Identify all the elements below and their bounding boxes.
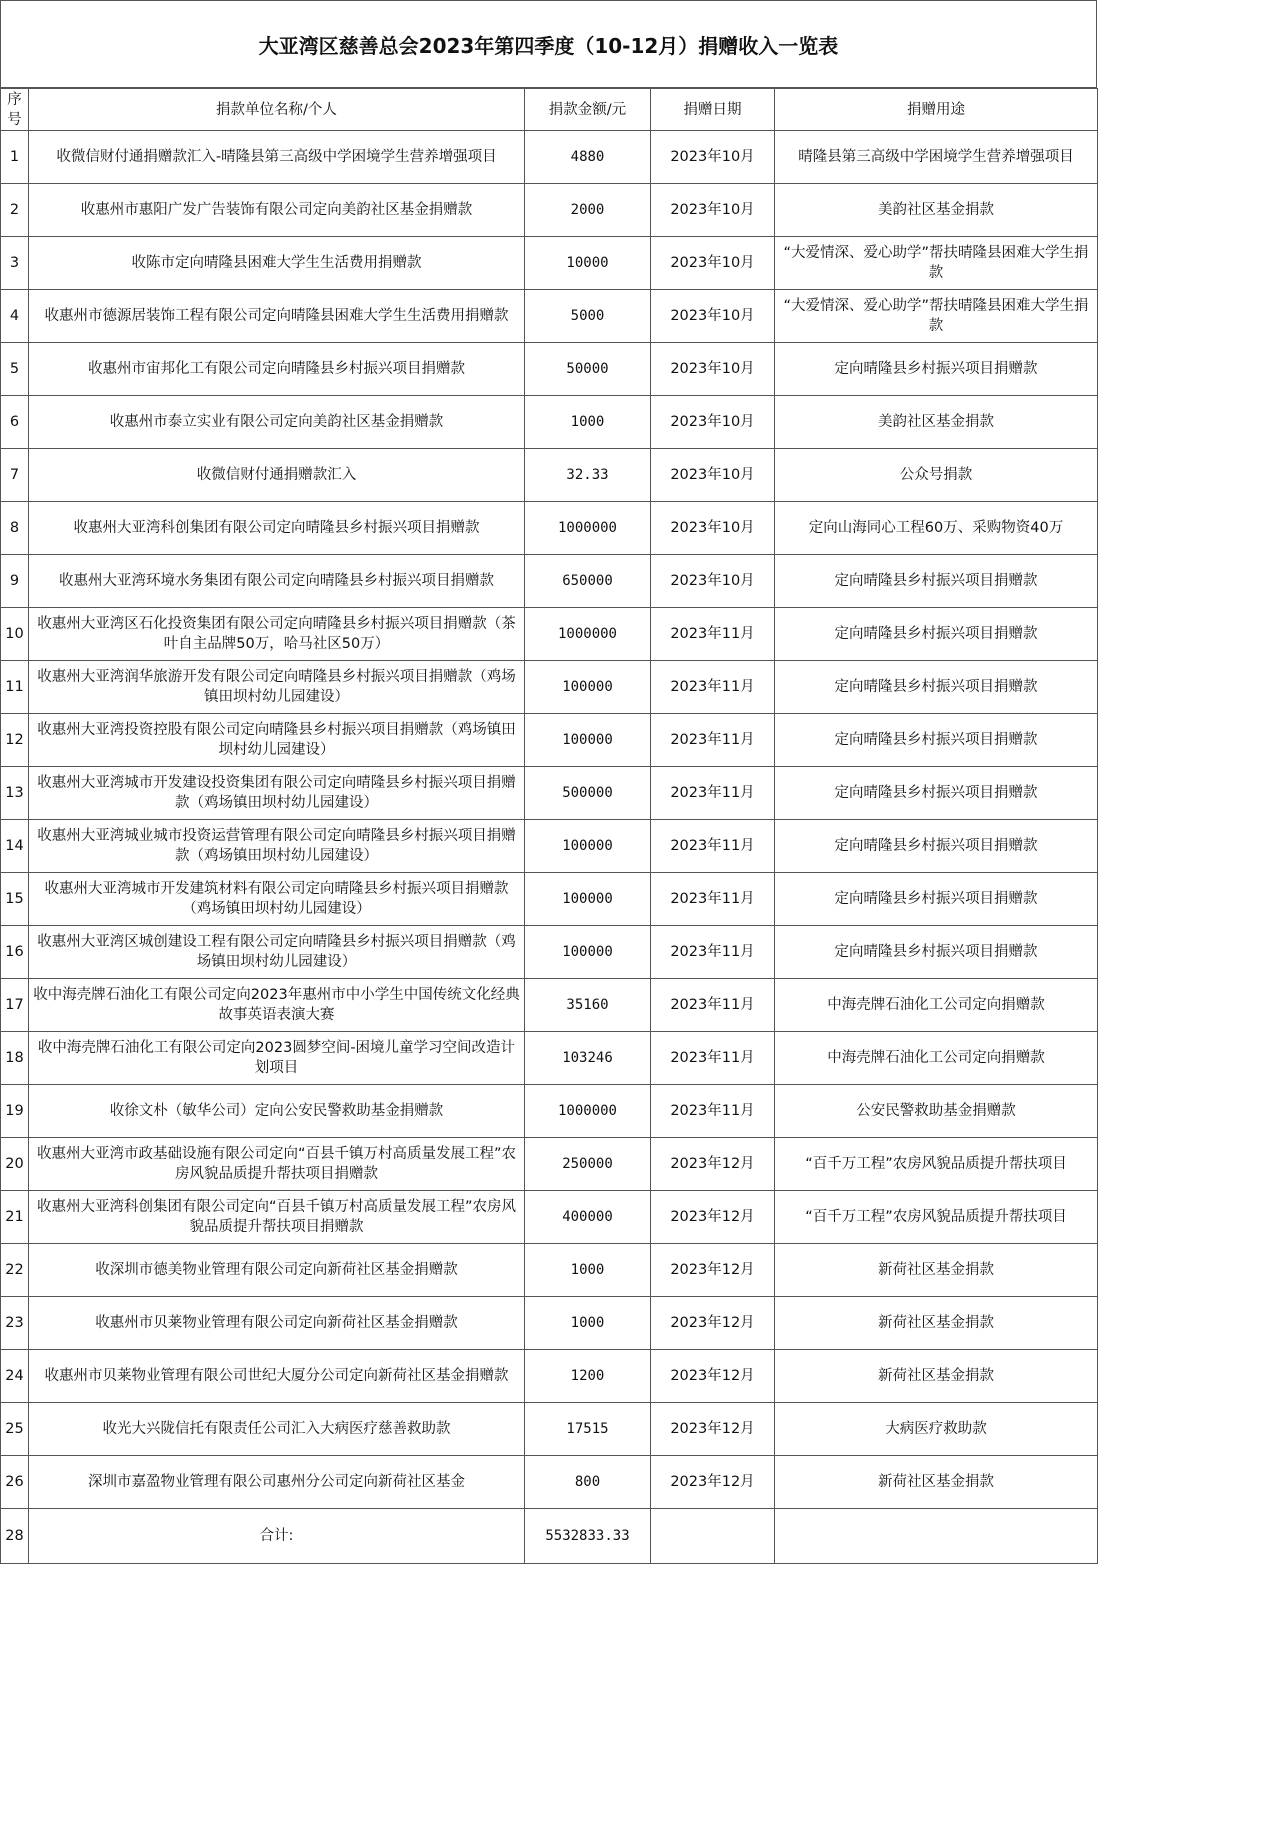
cell-seq: 5 bbox=[1, 343, 29, 396]
table-row bbox=[1, 873, 1098, 926]
cell-donor: 收惠州大亚湾城市开发建筑材料有限公司定向晴隆县乡村振兴项目捐赠款（鸡场镇田坝村幼儿园建设） bbox=[29, 873, 525, 926]
cell-purpose: 定向晴隆县乡村振兴项目捐赠款 bbox=[775, 767, 1098, 820]
cell-date: 2023年11月 bbox=[651, 661, 775, 714]
cell-purpose: 公众号捐款 bbox=[775, 449, 1098, 502]
cell-donor: 收惠州市德源居装饰工程有限公司定向晴隆县困难大学生生活费用捐赠款 bbox=[29, 290, 525, 343]
cell-amount: 1000 bbox=[525, 1297, 651, 1350]
cell-amount: 650000 bbox=[525, 555, 651, 608]
cell-seq: 3 bbox=[1, 237, 29, 290]
cell-donor: 收中海壳牌石油化工有限公司定向2023圆梦空间-困境儿童学习空间改造计划项目 bbox=[29, 1032, 525, 1085]
cell-donor: 收徐文朴（敏华公司）定向公安民警救助基金捐赠款 bbox=[29, 1085, 525, 1138]
cell-seq: 11 bbox=[1, 661, 29, 714]
table-row bbox=[1, 396, 1098, 449]
cell-donor: 收惠州大亚湾城业城市投资运营管理有限公司定向晴隆县乡村振兴项目捐赠款（鸡场镇田坝村幼儿园建设） bbox=[29, 820, 525, 873]
table-row bbox=[1, 661, 1098, 714]
cell-amount: 1000 bbox=[525, 396, 651, 449]
cell-donor: 收惠州大亚湾市政基础设施有限公司定向“百县千镇万村高质量发展工程”农房风貌品质提升帮扶项目捐赠款 bbox=[29, 1138, 525, 1191]
table-row bbox=[1, 502, 1098, 555]
cell-amount: 1000000 bbox=[525, 608, 651, 661]
cell-purpose: 定向晴隆县乡村振兴项目捐赠款 bbox=[775, 820, 1098, 873]
cell-donor: 收微信财付通捐赠款汇入 bbox=[29, 449, 525, 502]
cell-amount: 1200 bbox=[525, 1350, 651, 1403]
cell-date: 2023年10月 bbox=[651, 502, 775, 555]
cell-amount: 17515 bbox=[525, 1403, 651, 1456]
cell-date: 2023年10月 bbox=[651, 290, 775, 343]
cell-donor: 收微信财付通捐赠款汇入-晴隆县第三高级中学困境学生营养增强项目 bbox=[29, 131, 525, 184]
cell-donor: 收光大兴陇信托有限责任公司汇入大病医疗慈善救助款 bbox=[29, 1403, 525, 1456]
table-row bbox=[1, 131, 1098, 184]
table-row bbox=[1, 714, 1098, 767]
cell-purpose: 定向晴隆县乡村振兴项目捐赠款 bbox=[775, 926, 1098, 979]
cell-purpose: 美韵社区基金捐款 bbox=[775, 396, 1098, 449]
table-row bbox=[1, 1297, 1098, 1350]
cell-amount: 10000 bbox=[525, 237, 651, 290]
table-row bbox=[1, 1138, 1098, 1191]
cell-purpose: 新荷社区基金捐款 bbox=[775, 1297, 1098, 1350]
cell-date: 2023年12月 bbox=[651, 1350, 775, 1403]
cell-amount: 100000 bbox=[525, 714, 651, 767]
total-label: 合计: bbox=[29, 1509, 525, 1564]
cell-donor: 收惠州大亚湾润华旅游开发有限公司定向晴隆县乡村振兴项目捐赠款（鸡场镇田坝村幼儿园建设） bbox=[29, 661, 525, 714]
total-purpose bbox=[775, 1509, 1098, 1564]
cell-purpose: 中海壳牌石油化工公司定向捐赠款 bbox=[775, 979, 1098, 1032]
cell-amount: 800 bbox=[525, 1456, 651, 1509]
cell-amount: 4880 bbox=[525, 131, 651, 184]
header-amount: 捐款金额/元 bbox=[525, 89, 651, 131]
cell-seq: 12 bbox=[1, 714, 29, 767]
cell-purpose: 定向晴隆县乡村振兴项目捐赠款 bbox=[775, 873, 1098, 926]
cell-purpose: 定向晴隆县乡村振兴项目捐赠款 bbox=[775, 608, 1098, 661]
cell-purpose: “大爱情深、爱心助学”帮扶晴隆县困难大学生捐款 bbox=[775, 290, 1098, 343]
cell-purpose: 新荷社区基金捐款 bbox=[775, 1456, 1098, 1509]
cell-amount: 5000 bbox=[525, 290, 651, 343]
cell-seq: 1 bbox=[1, 131, 29, 184]
cell-amount: 100000 bbox=[525, 926, 651, 979]
cell-amount: 500000 bbox=[525, 767, 651, 820]
donation-table bbox=[0, 88, 1098, 1564]
cell-purpose: “百千万工程”农房风貌品质提升帮扶项目 bbox=[775, 1191, 1098, 1244]
cell-seq: 2 bbox=[1, 184, 29, 237]
cell-seq: 15 bbox=[1, 873, 29, 926]
table-row bbox=[1, 1085, 1098, 1138]
cell-date: 2023年10月 bbox=[651, 449, 775, 502]
total-amount: 5532833.33 bbox=[525, 1509, 651, 1564]
header-seq: 序号 bbox=[1, 89, 29, 131]
cell-date: 2023年11月 bbox=[651, 926, 775, 979]
cell-date: 2023年11月 bbox=[651, 820, 775, 873]
cell-donor: 收惠州市惠阳广发广告装饰有限公司定向美韵社区基金捐赠款 bbox=[29, 184, 525, 237]
table-row bbox=[1, 237, 1098, 290]
cell-date: 2023年12月 bbox=[651, 1191, 775, 1244]
table-row bbox=[1, 926, 1098, 979]
cell-date: 2023年11月 bbox=[651, 1032, 775, 1085]
header-purpose: 捐赠用途 bbox=[775, 89, 1098, 131]
table-row bbox=[1, 1456, 1098, 1509]
cell-amount: 250000 bbox=[525, 1138, 651, 1191]
cell-date: 2023年11月 bbox=[651, 714, 775, 767]
cell-amount: 50000 bbox=[525, 343, 651, 396]
total-seq: 28 bbox=[1, 1509, 29, 1564]
cell-amount: 1000000 bbox=[525, 1085, 651, 1138]
table-row bbox=[1, 343, 1098, 396]
cell-seq: 17 bbox=[1, 979, 29, 1032]
cell-amount: 100000 bbox=[525, 820, 651, 873]
cell-seq: 10 bbox=[1, 608, 29, 661]
cell-purpose: 定向晴隆县乡村振兴项目捐赠款 bbox=[775, 343, 1098, 396]
cell-date: 2023年12月 bbox=[651, 1244, 775, 1297]
cell-purpose: 公安民警救助基金捐赠款 bbox=[775, 1085, 1098, 1138]
cell-donor: 收惠州市贝莱物业管理有限公司定向新荷社区基金捐赠款 bbox=[29, 1297, 525, 1350]
cell-purpose: 美韵社区基金捐款 bbox=[775, 184, 1098, 237]
cell-date: 2023年10月 bbox=[651, 343, 775, 396]
cell-seq: 19 bbox=[1, 1085, 29, 1138]
cell-donor: 收惠州大亚湾科创集团有限公司定向晴隆县乡村振兴项目捐赠款 bbox=[29, 502, 525, 555]
cell-date: 2023年10月 bbox=[651, 555, 775, 608]
table-row bbox=[1, 555, 1098, 608]
cell-amount: 100000 bbox=[525, 661, 651, 714]
cell-donor: 深圳市嘉盈物业管理有限公司惠州分公司定向新荷社区基金 bbox=[29, 1456, 525, 1509]
cell-amount: 100000 bbox=[525, 873, 651, 926]
cell-purpose: 晴隆县第三高级中学困境学生营养增强项目 bbox=[775, 131, 1098, 184]
cell-donor: 收中海壳牌石油化工有限公司定向2023年惠州市中小学生中国传统文化经典故事英语表演大赛 bbox=[29, 979, 525, 1032]
cell-seq: 7 bbox=[1, 449, 29, 502]
cell-purpose: 新荷社区基金捐款 bbox=[775, 1244, 1098, 1297]
cell-amount: 103246 bbox=[525, 1032, 651, 1085]
header-date: 捐赠日期 bbox=[651, 89, 775, 131]
cell-donor: 收惠州大亚湾投资控股有限公司定向晴隆县乡村振兴项目捐赠款（鸡场镇田坝村幼儿园建设） bbox=[29, 714, 525, 767]
cell-date: 2023年10月 bbox=[651, 237, 775, 290]
cell-donor: 收惠州大亚湾科创集团有限公司定向“百县千镇万村高质量发展工程”农房风貌品质提升帮扶项目捐赠款 bbox=[29, 1191, 525, 1244]
header-row bbox=[1, 89, 1098, 131]
cell-date: 2023年11月 bbox=[651, 1085, 775, 1138]
cell-date: 2023年12月 bbox=[651, 1138, 775, 1191]
cell-date: 2023年11月 bbox=[651, 873, 775, 926]
cell-donor: 收陈市定向晴隆县困难大学生生活费用捐赠款 bbox=[29, 237, 525, 290]
cell-seq: 13 bbox=[1, 767, 29, 820]
table-row bbox=[1, 1403, 1098, 1456]
table-title: 大亚湾区慈善总会2023年第四季度（10-12月）捐赠收入一览表 bbox=[0, 0, 1097, 88]
cell-seq: 4 bbox=[1, 290, 29, 343]
table-row bbox=[1, 1191, 1098, 1244]
cell-donor: 收惠州大亚湾环境水务集团有限公司定向晴隆县乡村振兴项目捐赠款 bbox=[29, 555, 525, 608]
cell-seq: 23 bbox=[1, 1297, 29, 1350]
cell-seq: 18 bbox=[1, 1032, 29, 1085]
cell-date: 2023年10月 bbox=[651, 131, 775, 184]
cell-seq: 20 bbox=[1, 1138, 29, 1191]
cell-purpose: 定向晴隆县乡村振兴项目捐赠款 bbox=[775, 661, 1098, 714]
table-row bbox=[1, 290, 1098, 343]
table-row bbox=[1, 979, 1098, 1032]
table-row bbox=[1, 1350, 1098, 1403]
cell-purpose: 定向晴隆县乡村振兴项目捐赠款 bbox=[775, 555, 1098, 608]
table-row bbox=[1, 1032, 1098, 1085]
cell-date: 2023年10月 bbox=[651, 396, 775, 449]
cell-seq: 8 bbox=[1, 502, 29, 555]
cell-seq: 6 bbox=[1, 396, 29, 449]
cell-amount: 1000000 bbox=[525, 502, 651, 555]
cell-date: 2023年12月 bbox=[651, 1403, 775, 1456]
cell-seq: 14 bbox=[1, 820, 29, 873]
cell-date: 2023年12月 bbox=[651, 1456, 775, 1509]
cell-seq: 25 bbox=[1, 1403, 29, 1456]
table-body bbox=[1, 131, 1098, 1564]
cell-date: 2023年11月 bbox=[651, 767, 775, 820]
cell-donor: 收惠州市宙邦化工有限公司定向晴隆县乡村振兴项目捐赠款 bbox=[29, 343, 525, 396]
cell-amount: 400000 bbox=[525, 1191, 651, 1244]
cell-purpose: 中海壳牌石油化工公司定向捐赠款 bbox=[775, 1032, 1098, 1085]
cell-seq: 26 bbox=[1, 1456, 29, 1509]
total-date bbox=[651, 1509, 775, 1564]
cell-amount: 35160 bbox=[525, 979, 651, 1032]
cell-amount: 32.33 bbox=[525, 449, 651, 502]
table-row bbox=[1, 184, 1098, 237]
cell-purpose: 新荷社区基金捐款 bbox=[775, 1350, 1098, 1403]
cell-seq: 16 bbox=[1, 926, 29, 979]
cell-date: 2023年12月 bbox=[651, 1297, 775, 1350]
cell-donor: 收惠州大亚湾城市开发建设投资集团有限公司定向晴隆县乡村振兴项目捐赠款（鸡场镇田坝村幼儿园建设） bbox=[29, 767, 525, 820]
cell-donor: 收惠州市贝莱物业管理有限公司世纪大厦分公司定向新荷社区基金捐赠款 bbox=[29, 1350, 525, 1403]
cell-donor: 收惠州大亚湾区城创建设工程有限公司定向晴隆县乡村振兴项目捐赠款（鸡场镇田坝村幼儿园建设） bbox=[29, 926, 525, 979]
cell-purpose: “大爱情深、爱心助学”帮扶晴隆县困难大学生捐款 bbox=[775, 237, 1098, 290]
header-donor: 捐款单位名称/个人 bbox=[29, 89, 525, 131]
cell-seq: 21 bbox=[1, 1191, 29, 1244]
cell-purpose: 大病医疗救助款 bbox=[775, 1403, 1098, 1456]
cell-purpose: 定向晴隆县乡村振兴项目捐赠款 bbox=[775, 714, 1098, 767]
cell-date: 2023年11月 bbox=[651, 979, 775, 1032]
cell-amount: 2000 bbox=[525, 184, 651, 237]
cell-date: 2023年10月 bbox=[651, 184, 775, 237]
cell-purpose: “百千万工程”农房风貌品质提升帮扶项目 bbox=[775, 1138, 1098, 1191]
cell-donor: 收深圳市德美物业管理有限公司定向新荷社区基金捐赠款 bbox=[29, 1244, 525, 1297]
cell-donor: 收惠州市泰立实业有限公司定向美韵社区基金捐赠款 bbox=[29, 396, 525, 449]
cell-date: 2023年11月 bbox=[651, 608, 775, 661]
table-row bbox=[1, 1244, 1098, 1297]
table-row bbox=[1, 608, 1098, 661]
cell-seq: 22 bbox=[1, 1244, 29, 1297]
total-row bbox=[1, 1509, 1098, 1564]
cell-seq: 9 bbox=[1, 555, 29, 608]
table-row bbox=[1, 820, 1098, 873]
cell-purpose: 定向山海同心工程60万、采购物资40万 bbox=[775, 502, 1098, 555]
table-row bbox=[1, 767, 1098, 820]
cell-seq: 24 bbox=[1, 1350, 29, 1403]
cell-donor: 收惠州大亚湾区石化投资集团有限公司定向晴隆县乡村振兴项目捐赠款（茶叶自主品牌50万，哈马社区50万） bbox=[29, 608, 525, 661]
table-row bbox=[1, 449, 1098, 502]
cell-amount: 1000 bbox=[525, 1244, 651, 1297]
